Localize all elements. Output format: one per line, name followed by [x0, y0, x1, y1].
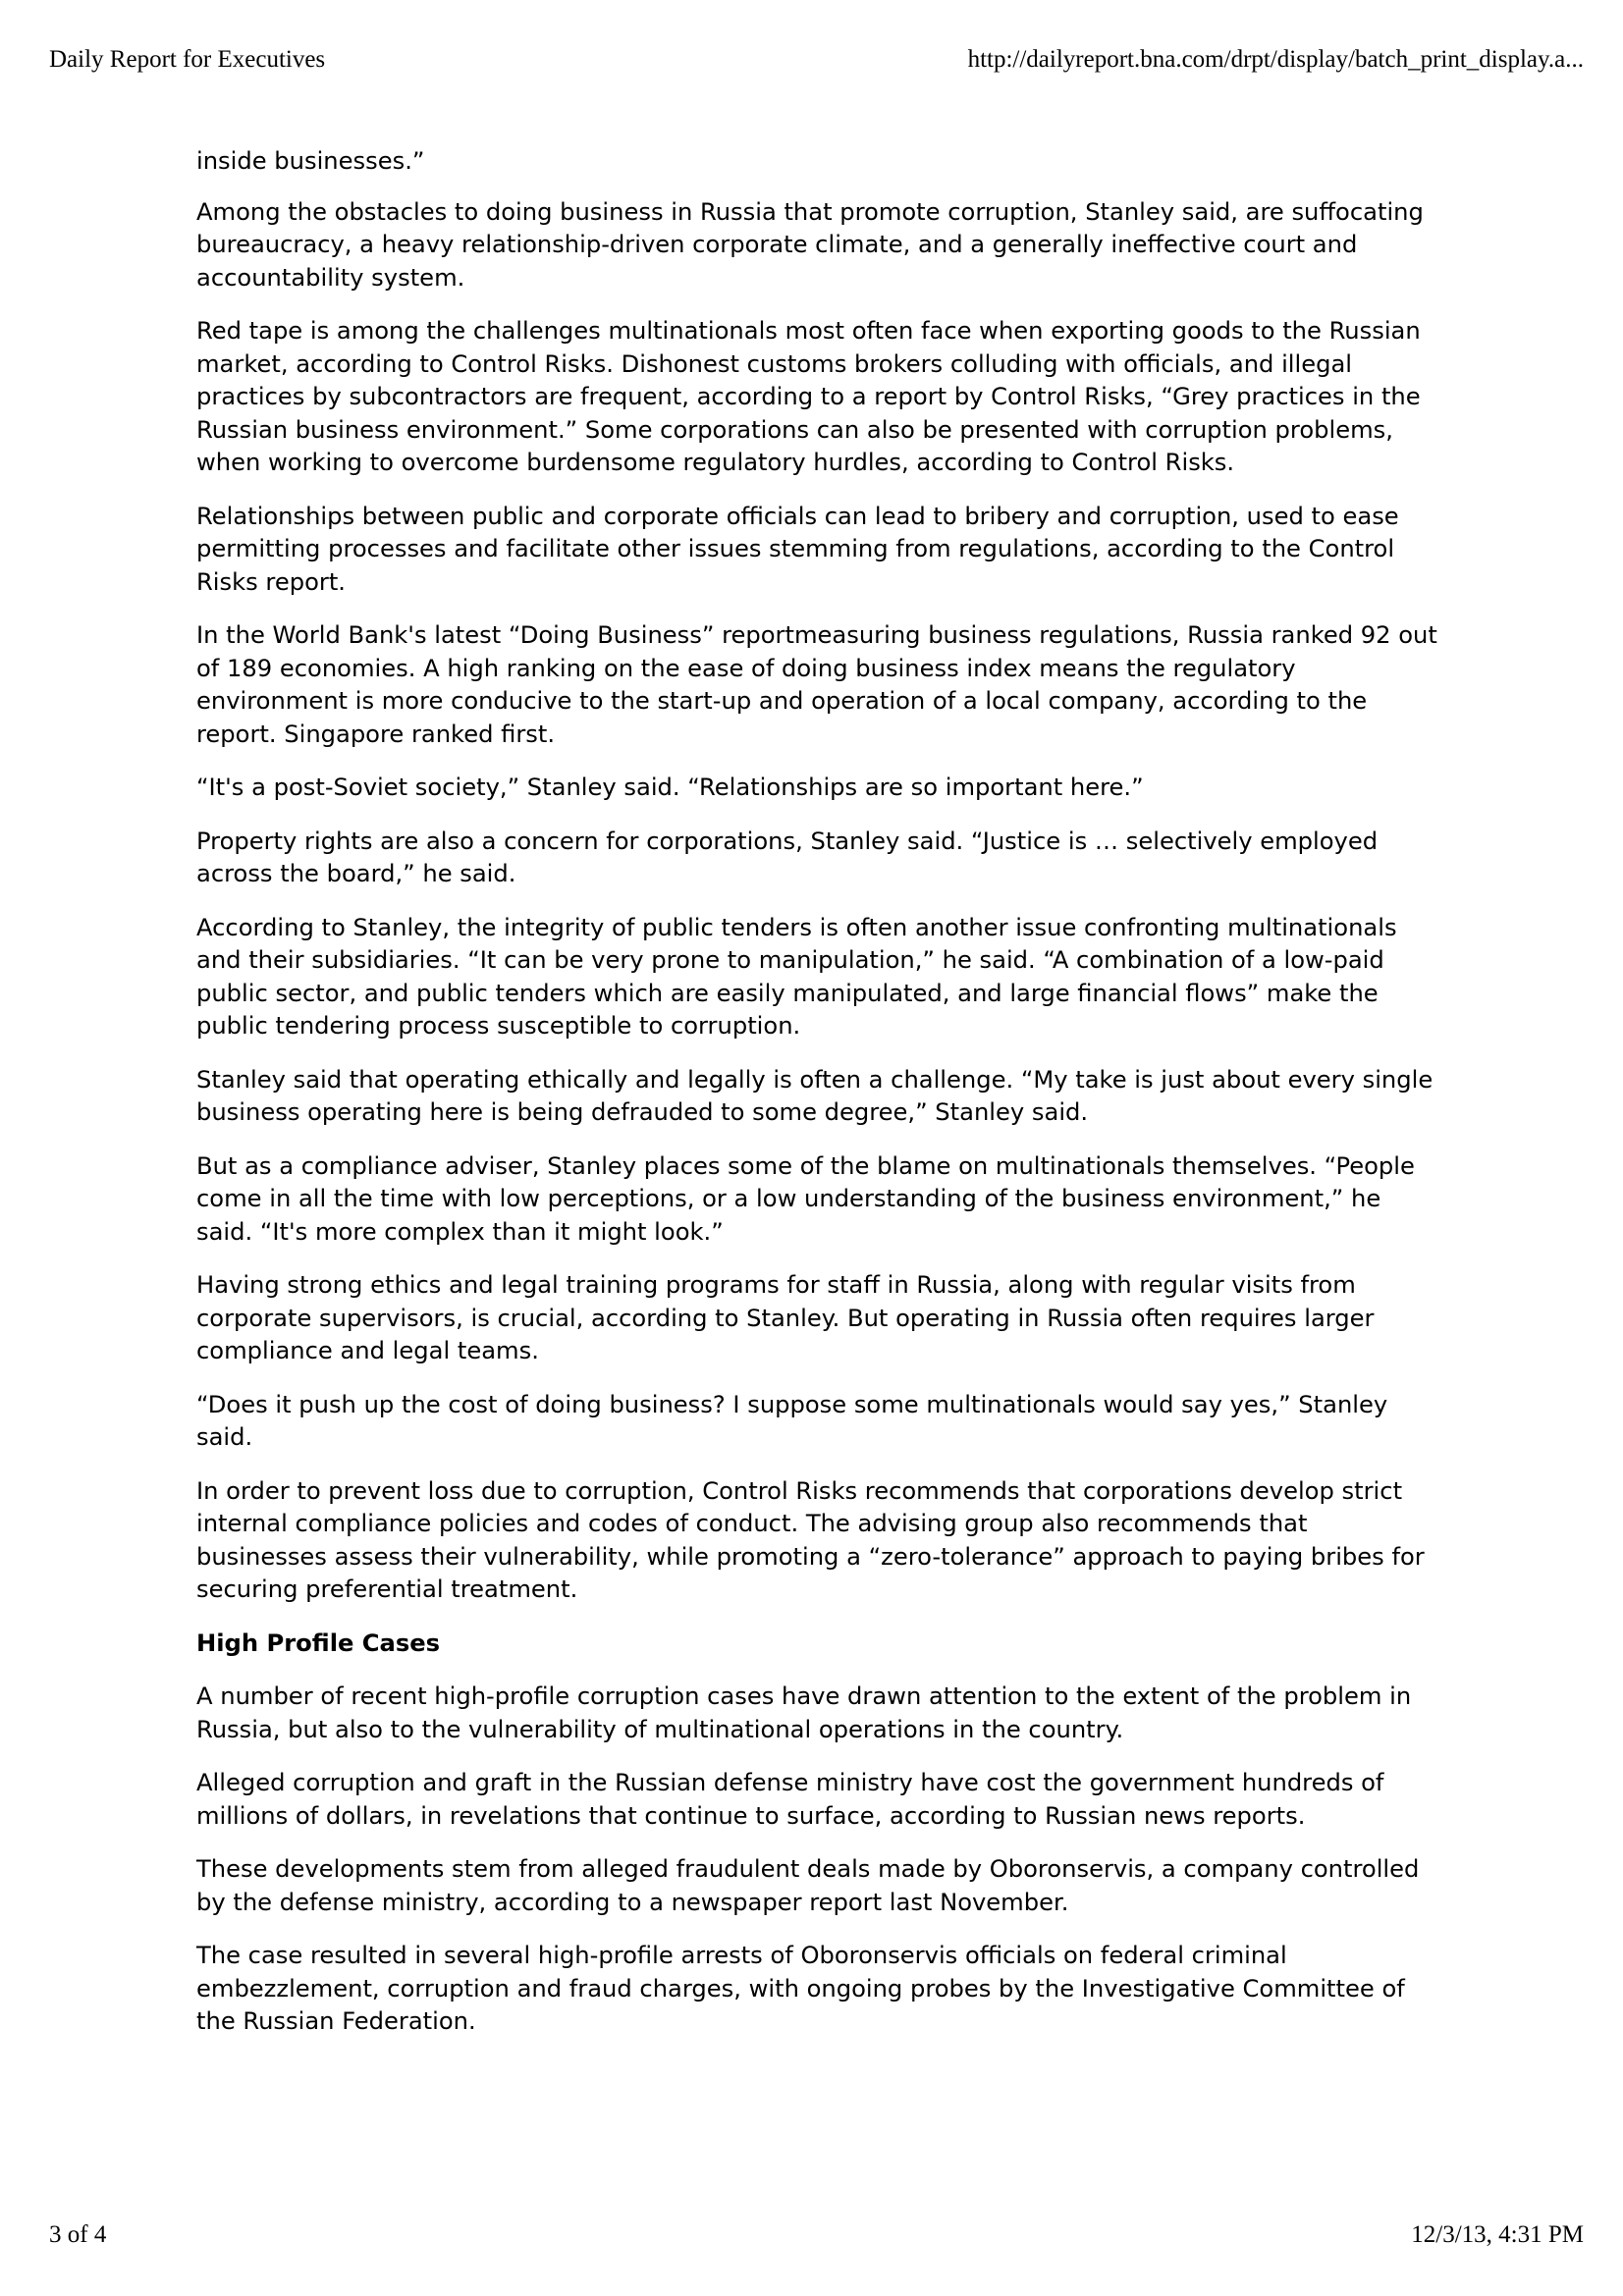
article-subheading: High Profile Cases — [196, 1629, 441, 1657]
article-paragraph: inside businesses.” — [196, 147, 425, 175]
print-footer-page-number: 3 of 4 — [49, 2221, 107, 2248]
article-paragraph: Stanley said that operating ethically and legally is often a challenge. “My take is just about every single business operating here is being defrauded to some degree,” Stanley said. — [196, 1065, 1434, 1126]
article-body — [196, 145, 1443, 2059]
print-footer-timestamp: 12/3/13, 4:31 PM — [1411, 2221, 1584, 2248]
article-paragraph: These developments stem from alleged fraudulent deals made by Oboronservis, a company controlled by the defense ministry, according to a newspaper report last November. — [196, 1855, 1420, 1916]
article-paragraph: “Does it push up the cost of doing business? I suppose some multinationals would say yes,” Stanley said. — [196, 1390, 1388, 1451]
article-paragraph: According to Stanley, the integrity of public tenders is often another issue confronting multinationals and their subsidiaries. “It can be very prone to manipulation,” he said. “A combination of a low-paid public sector, and public tenders which are easily manipulated, and large financial flows” make the public tendering process susceptible to corruption. — [196, 913, 1397, 1040]
article-paragraph: Relationships between public and corporate officials can lead to bribery and corruption, used to ease permitting processes and facilitate other issues stemming from regulations, according to the Control Risks report. — [196, 502, 1399, 596]
article-paragraph: In the World Bank's latest “Doing Business” reportmeasuring business regulations, Russia ranked 92 out of 189 economies. A high ranking on the ease of doing business index means the regulatory environment is more conducive to the start-up and operation of a local company, according to the report. Singapore ranked first. — [196, 621, 1437, 748]
article-paragraph: A number of recent high-profile corruption cases have drawn attention to the extent of the problem in Russia, but also to the vulnerability of multinational operations in the country. — [196, 1682, 1412, 1743]
article-paragraph: Property rights are also a concern for corporations, Stanley said. “Justice is … selectively employed across the board,” he said. — [196, 827, 1379, 887]
article-paragraph: Among the obstacles to doing business in Russia that promote corruption, Stanley said, are suffocating bureaucracy, a heavy relationship-driven corporate climate, and a generally ineffective court and accountability system. — [196, 197, 1424, 292]
article-paragraph: Alleged corruption and graft in the Russian defense ministry have cost the government hundreds of millions of dollars, in revelations that continue to surface, according to Russian news reports. — [196, 1769, 1384, 1830]
article-paragraph: Having strong ethics and legal training programs for staff in Russia, along with regular visits from corporate supervisors, is crucial, according to Stanley. But operating in Russia often requires larger compliance and legal teams. — [196, 1271, 1375, 1364]
article-paragraph: Red tape is among the challenges multinationals most often face when exporting goods to the Russian market, according to Control Risks. Dishonest customs brokers colluding with officials, and illegal practices by subcontractors are frequent, according to a report by Control Risks, “Grey practices in the Russian business environment.” Some corporations can also be presented with corruption problems, when working to overcome burdensome regulatory hurdles, according to Control Risks. — [196, 317, 1421, 476]
article-paragraph: The case resulted in several high-profile arrests of Oboronservis officials on federal criminal embezzlement, corruption and fraud charges, with ongoing probes by the Investigative Committee of the Russian Federation. — [196, 1942, 1405, 2035]
article-paragraph: “It's a post-Soviet society,” Stanley said. “Relationships are so important here.” — [196, 774, 1144, 801]
article-paragraph: In order to prevent loss due to corruption, Control Risks recommends that corporations develop strict internal compliance policies and codes of conduct. The advising group also recommends that businesses assess their vulnerability, while promoting a “zero-tolerance” approach to paying bribes for securing preferential treatment. — [196, 1476, 1425, 1603]
print-header-title: Daily Report for Executives — [49, 46, 326, 73]
article-paragraph: But as a compliance adviser, Stanley places some of the blame on multinationals themselves. “People come in all the time with low perceptions, or a low understanding of the business environment,” he said. “It's more complex than it might look.” — [196, 1151, 1415, 1246]
print-header-url: http://dailyreport.bna.com/drpt/display/batch_print_display.a... — [967, 46, 1584, 73]
